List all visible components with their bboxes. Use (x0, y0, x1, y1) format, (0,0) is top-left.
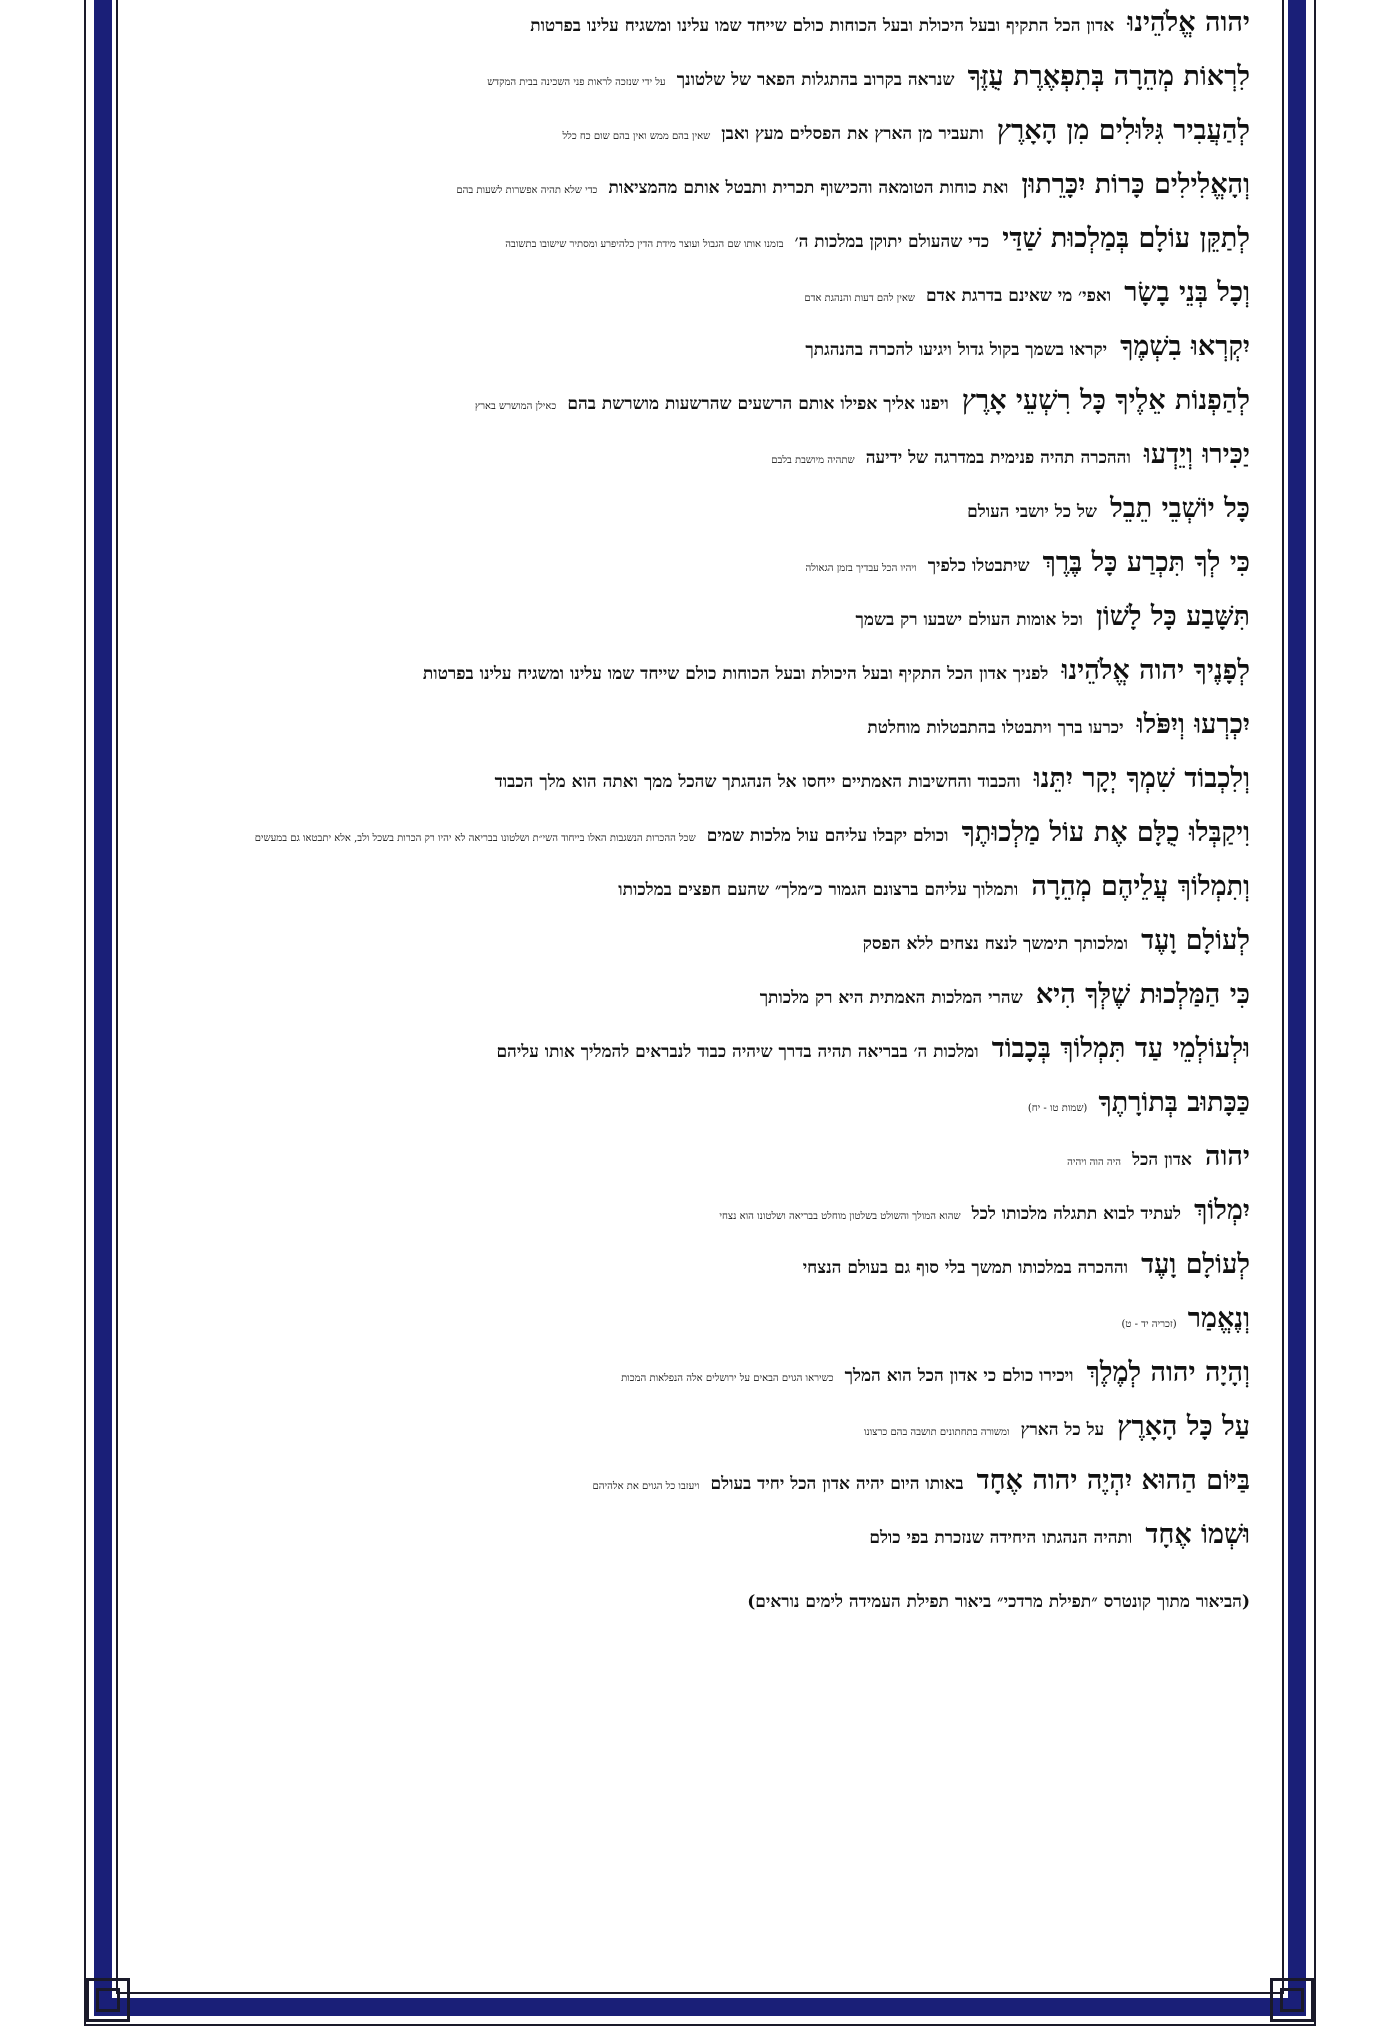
prayer-verse: בַּיּוֹם הַהוּא יִהְיֶה יהוה אֶחָד (976, 1465, 1250, 1496)
prayer-verse: וְהָיָה יהוה לְמֶלֶךְ (1086, 1357, 1250, 1388)
verse-explanation: שהרי המלכות האמתית היא רק מלכותך (759, 988, 1023, 1008)
prayer-line (150, 1512, 1250, 1566)
verse-explanation: של כל יושבי העולם (967, 502, 1097, 522)
prayer-line (150, 702, 1250, 756)
prayer-verse: כַּכָּתוּב בְּתוֹרָתֶךָ (1098, 1087, 1250, 1118)
prayer-verse: כָּל יוֹשְׁבֵי תֵבֵל (1110, 493, 1250, 524)
prayer-line (150, 216, 1250, 270)
prayer-verse: יִקְרְאוּ בִשְׁמֶךָ (1120, 331, 1250, 362)
prayer-verse: לְהַעֲבִיר גִּלּוּלִים מִן הָאָרֶץ (996, 115, 1250, 146)
prayer-line (150, 1350, 1250, 1404)
prayer-verse: כִּי הַמַּלְכוּת שֶׁלְּךָ הִיא (1035, 979, 1250, 1010)
prayer-verse: כִּי לְךָ תִּכְרַע כָּל בֶּרֶךְ (1042, 547, 1250, 578)
prayer-verse: יִכְרְעוּ וְיִפֹּלוּ (1136, 709, 1250, 740)
prayer-verse: יהוה אֱלֹהֵינוּ (1127, 7, 1250, 38)
prayer-text (150, 0, 1250, 1612)
prayer-verse: לְעוֹלָם וָעֶד (1141, 1249, 1250, 1280)
prayer-verse: וְתִמְלוֹךְ עֲלֵיהֶם מְהֵרָה (1031, 871, 1250, 902)
prayer-verse: לִרְאוֹת מְהֵרָה בְּתִפְאֶרֶת עֻזֶּךָ (967, 61, 1250, 92)
prayer-line (150, 1458, 1250, 1512)
verse-note: שתהיה מיושבת בלבם (771, 455, 855, 466)
verse-explanation: וכולם יקבלו עליהם עול מלכות שמים (706, 826, 949, 846)
verse-note: היה הוה ויהיה (1067, 1157, 1122, 1168)
prayer-line (150, 324, 1250, 378)
verse-note: (זכריה יד - ט) (1121, 1319, 1177, 1330)
verse-explanation: ומלכותך תימשך לנצח נצחים ללא הפסק (862, 934, 1129, 954)
prayer-line (150, 108, 1250, 162)
prayer-line (150, 1242, 1250, 1296)
verse-explanation: ותעביר מן הארץ את הפסלים מעץ ואבן (721, 124, 984, 144)
verse-explanation: ואת כוחות הטומאה והכישוף תכרית ותבטל אותם מהמציאות (608, 178, 1009, 198)
verse-explanation: שנראה בקרוב בהתגלות הפאר של שלטונך (676, 70, 955, 90)
prayer-line (150, 432, 1250, 486)
verse-note: ויהיו הכל עבדיך בזמן הגאולה (805, 563, 917, 574)
verse-note: (שמות טו - יח) (1027, 1103, 1088, 1114)
verse-note: שכל ההכרות הנשגבות האלו בייחוד השי״ת ושלטונו בבריאה לא יהיו רק הכרות בשכל ולב, אלא יתבטאו גם במעשים (254, 833, 696, 844)
verse-explanation: וההכרה במלכותו תמשך בלי סוף גם בעולם הנצחי (802, 1258, 1129, 1278)
verse-explanation: באותו היום יהיה אדון הכל יחיד בעולם (710, 1474, 964, 1494)
prayer-verse: תִּשָּׁבַע כָּל לָשׁוֹן (1095, 601, 1250, 632)
verse-explanation: כדי שהעולם יתוקן במלכות ה׳ (794, 232, 990, 252)
prayer-verse: יהוה (1204, 1141, 1250, 1172)
prayer-line (150, 810, 1250, 864)
verse-explanation: שיתבטלו כלפיך (927, 556, 1030, 576)
prayer-verse: וְהָאֱלִילִים כָּרוֹת יִכָּרֵתוּן (1021, 169, 1250, 200)
source-note: (הביאור מתוך קונטרס ״תפילת מרדכי״ ביאור תפילת העמידה לימים נוראים) (747, 1592, 1250, 1612)
verse-note: ומשורה בתחתונים תושבה בהם כרצונו (863, 1427, 1010, 1438)
prayer-verse: וּשְׁמוֹ אֶחָד (1145, 1519, 1250, 1550)
prayer-line (150, 162, 1250, 216)
prayer-verse: וִיקַבְּלוּ כֻלָּם אֶת עוֹל מַלְכוּתֶךָ (961, 817, 1250, 848)
prayer-line (150, 54, 1250, 108)
verse-explanation: ויפנו אליך אפילו אותם הרשעים שהרשעות מושרשת בהם (567, 394, 949, 414)
verse-explanation: ומלכות ה׳ בבריאה תהיה בדרך שיהיה כבוד לנבראים להמליך אותו עליהם (496, 1042, 979, 1062)
verse-explanation: ותהיה הנהגתו היחידה שנזכרת בפי כולם (869, 1528, 1133, 1548)
prayer-line (150, 1404, 1250, 1458)
verse-note: שאין בהם ממש ואין בהם שום כח כלל (562, 131, 711, 142)
prayer-lines (150, 0, 1250, 1566)
verse-explanation: יקראו בשמך בקול גדול ויגיעו להכרה בהנהגתך (805, 340, 1108, 360)
prayer-line (150, 864, 1250, 918)
prayer-verse: יִמְלוֹךְ (1194, 1195, 1250, 1226)
prayer-line (150, 648, 1250, 702)
verse-explanation: ותמלוך עליהם ברצונם הגמור כ״מלך״ שהעם חפצים במלכותו (618, 880, 1019, 900)
verse-note: כאילן המושרש בארץ (474, 401, 557, 412)
prayer-verse: לְעוֹלָם וָעֶד (1141, 925, 1250, 956)
prayer-verse: לְפָנֶיךָ יהוה אֱלֹהֵינוּ (1061, 655, 1250, 686)
verse-explanation: והכבוד והחשיבות האמתיים ייחסו אל הנהגתך שהכל ממך ואתה הוא מלך הכבוד (494, 772, 1021, 792)
verse-explanation: לעתיד לבוא תתגלה מלכותו לכל (971, 1204, 1182, 1224)
verse-explanation: על כל הארץ (1020, 1420, 1105, 1440)
verse-explanation: לפניך אדון הכל התקיף ובעל היכולת ובעל הכוחות כולם שייחד שמו עלינו ומשגיח עלינו בפרטות (422, 664, 1049, 684)
prayer-line (150, 1134, 1250, 1188)
prayer-verse: וְכָל בְּנֵי בָשָׂר (1124, 277, 1250, 308)
verse-explanation: ואפי׳ מי שאינם בדרגת אדם (926, 286, 1112, 306)
prayer-line (150, 756, 1250, 810)
verse-explanation: וכל אומות העולם ישבעו רק בשמך (855, 610, 1083, 630)
corner-ornament-left (86, 1978, 130, 2022)
prayer-line (150, 918, 1250, 972)
prayer-line (150, 1296, 1250, 1350)
verse-note: כדי שלא תהיה אפשרות לשעות בהם (456, 185, 598, 196)
prayer-line (150, 1026, 1250, 1080)
verse-note: בזמנו אותו שם הגבול ועוצר מידת הדין כלהיפרע ומסתיר שישובו בתשובה (505, 239, 784, 250)
prayer-line (150, 594, 1250, 648)
prayer-line (150, 486, 1250, 540)
verse-note: כשיראו הגוים הבאים על ירושלים אלה הנפלאות המכות (621, 1373, 834, 1384)
verse-note: ויעזבו כל הגוים את אלהיהם (592, 1481, 700, 1492)
prayer-verse: וְלִכְבוֹד שִׁמְךָ יְקָר יִתֵּנוּ (1033, 763, 1250, 794)
prayer-verse: לְהַפְנוֹת אֵלֶיךָ כָּל רִשְׁעֵי אָרֶץ (961, 385, 1250, 416)
prayer-verse: יַכִּירוּ וְיֵדְעוּ (1143, 439, 1250, 470)
prayer-line (150, 378, 1250, 432)
verse-explanation: אדון הכל (1132, 1150, 1192, 1170)
verse-note: שאין להם דעות והנהגת אדם (804, 293, 915, 304)
verse-explanation: ויכירו כולם כי אדון הכל הוא המלך (844, 1366, 1074, 1386)
prayer-verse: עַל כָּל הָאָרֶץ (1117, 1411, 1250, 1442)
prayer-line (150, 540, 1250, 594)
prayer-line (150, 972, 1250, 1026)
prayer-line (150, 270, 1250, 324)
prayer-verse: וְנֶאֱמַר (1187, 1303, 1250, 1334)
verse-explanation: אדון הכל התקיף ובעל היכולת ובעל הכוחות כולם שייחד שמו עלינו ומשגיח עלינו בפרטות (530, 16, 1115, 36)
prayer-line (150, 1080, 1250, 1134)
prayer-line (150, 0, 1250, 54)
verse-explanation: יכרעו ברך ויתבטלו בהתבטלות מוחלטת (867, 718, 1124, 738)
prayer-verse: וּלְעוֹלְמֵי עַד תִּמְלוֹךְ בְּכָבוֹד (991, 1033, 1250, 1064)
prayer-verse: לְתַקֵּן עוֹלָם בְּמַלְכוּת שַׁדַּי (1002, 223, 1250, 254)
verse-note: שהוא המולך והשולט בשלטון מוחלט בבריאה ושלטונו הוא נצחי (719, 1211, 961, 1222)
corner-ornament-right (1270, 1978, 1314, 2022)
verse-note: על ידי שנזכה לראות פני השכינה בבית המקדש (487, 77, 666, 88)
prayer-line (150, 1188, 1250, 1242)
verse-explanation: וההכרה תהיה פנימית במדרגה של ידיעה (865, 448, 1131, 468)
